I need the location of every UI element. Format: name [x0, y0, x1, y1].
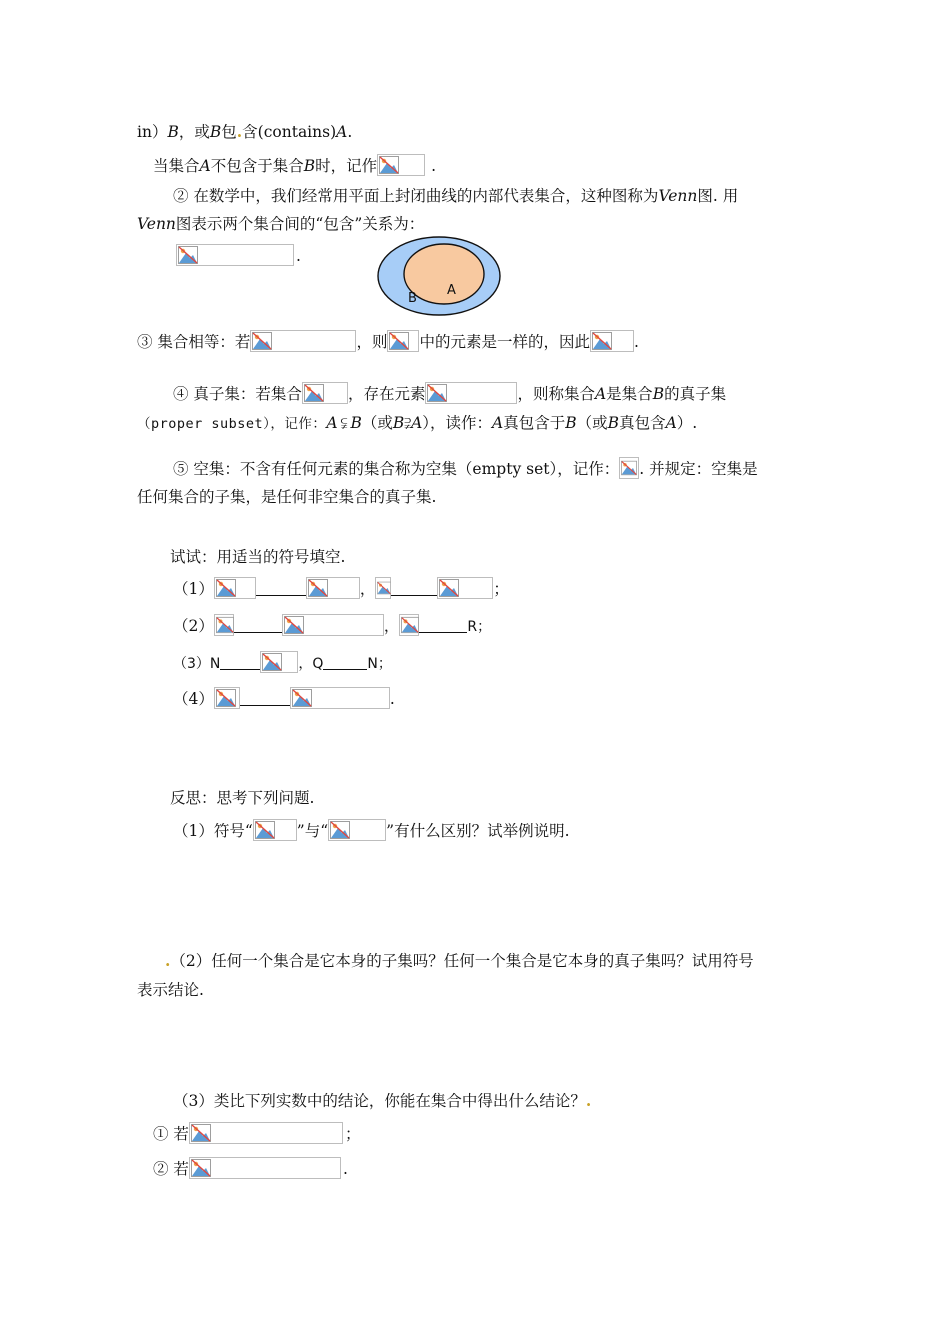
- analogy-item-2: ② 若 .: [153, 1157, 348, 1179]
- reflection-question-2: .（2）任何一个集合是它本身的子集吗？任何一个集合是它本身的真子集吗？试用符号: [165, 951, 754, 970]
- reflection-heading: 反思：思考下列问题.: [170, 789, 315, 807]
- reflection-question-2-cont: 表示结论.: [137, 981, 204, 999]
- broken-image-icon: [590, 330, 634, 352]
- line-proper-subset-notation: （proper subset），记作：A ⫋ B（或B⫌A），读作：A真包含于B（或B真包含A）.: [137, 414, 698, 432]
- broken-image-icon: [214, 687, 240, 709]
- broken-image-icon: [387, 330, 419, 352]
- analogy-item-1: ① 若 ；: [153, 1122, 360, 1144]
- line-proper-subset: ④ 真子集：若集合 ，存在元素 ，则称集合A是集合B的真子集: [173, 382, 726, 404]
- exercise-item-4: （4） .: [173, 687, 395, 709]
- broken-image-icon: [250, 330, 356, 352]
- broken-image-icon: [253, 819, 297, 841]
- marker-dot: .: [236, 122, 243, 141]
- line-empty-set-rule: 任何集合的子集，是任何非空集合的真子集.: [137, 488, 437, 506]
- answer-blank[interactable]: [240, 691, 290, 706]
- broken-image-icon: [214, 577, 256, 599]
- broken-image-icon: [176, 244, 294, 266]
- exercise-heading: 试试：用适当的符号填空.: [170, 548, 346, 566]
- answer-blank[interactable]: [256, 581, 306, 596]
- broken-image-icon: [290, 687, 390, 709]
- venn-diagram: [376, 235, 502, 317]
- broken-image-icon: [437, 577, 493, 599]
- answer-blank[interactable]: [419, 618, 467, 633]
- reflection-question-1: （1）符号“ ”与“ ”有什么区别？试举例说明.: [173, 819, 570, 841]
- marker-dot: .: [585, 1091, 592, 1110]
- broken-image-icon: [260, 651, 298, 673]
- broken-image-icon: [619, 457, 639, 479]
- exercise-item-3: （3）N ，Q N；: [173, 651, 392, 674]
- broken-image-icon: [282, 614, 384, 636]
- broken-image-icon: [425, 382, 517, 404]
- reflection-question-3: （3）类比下列实数中的结论，你能在集合中得出什么结论？.: [173, 1091, 592, 1110]
- line-contains: in）B，或B包.含(contains)A.: [137, 122, 353, 141]
- broken-image-icon: [306, 577, 360, 599]
- answer-blank[interactable]: [220, 655, 260, 670]
- broken-image-icon: [189, 1157, 341, 1179]
- broken-image-icon: [377, 154, 425, 176]
- exercise-item-1: （1） ， ；: [173, 577, 509, 599]
- line-not-subset: 当集合A不包含于集合B时，记作 .: [153, 154, 436, 176]
- venn-inner-label: A: [447, 283, 456, 298]
- marker-dot: .: [165, 951, 171, 970]
- broken-image-icon: [214, 614, 234, 636]
- broken-image-icon: [375, 577, 391, 599]
- broken-image-icon: [328, 819, 386, 841]
- answer-blank[interactable]: [391, 581, 437, 596]
- line-empty-set: ⑤ 空集：不含有任何元素的集合称为空集（empty set），记作： . 并规定：空集是: [173, 457, 758, 479]
- line-set-equality: ③ 集合相等：若 ，则 中的元素是一样的，因此 .: [137, 330, 639, 352]
- answer-blank[interactable]: [323, 655, 367, 670]
- broken-image-icon: [189, 1122, 343, 1144]
- line-venn-formula: .: [176, 244, 301, 266]
- exercise-item-2: （2） ， R；: [173, 614, 491, 637]
- broken-image-icon: [399, 614, 419, 636]
- line-venn-intro: ② 在数学中，我们经常用平面上封闭曲线的内部代表集合，这种图称为Venn图. 用: [173, 187, 739, 205]
- line-venn-relation: Venn图表示两个集合间的“包含”关系为：: [137, 215, 425, 233]
- broken-image-icon: [302, 382, 348, 404]
- answer-blank[interactable]: [234, 618, 282, 633]
- venn-outer-label: B: [408, 291, 417, 306]
